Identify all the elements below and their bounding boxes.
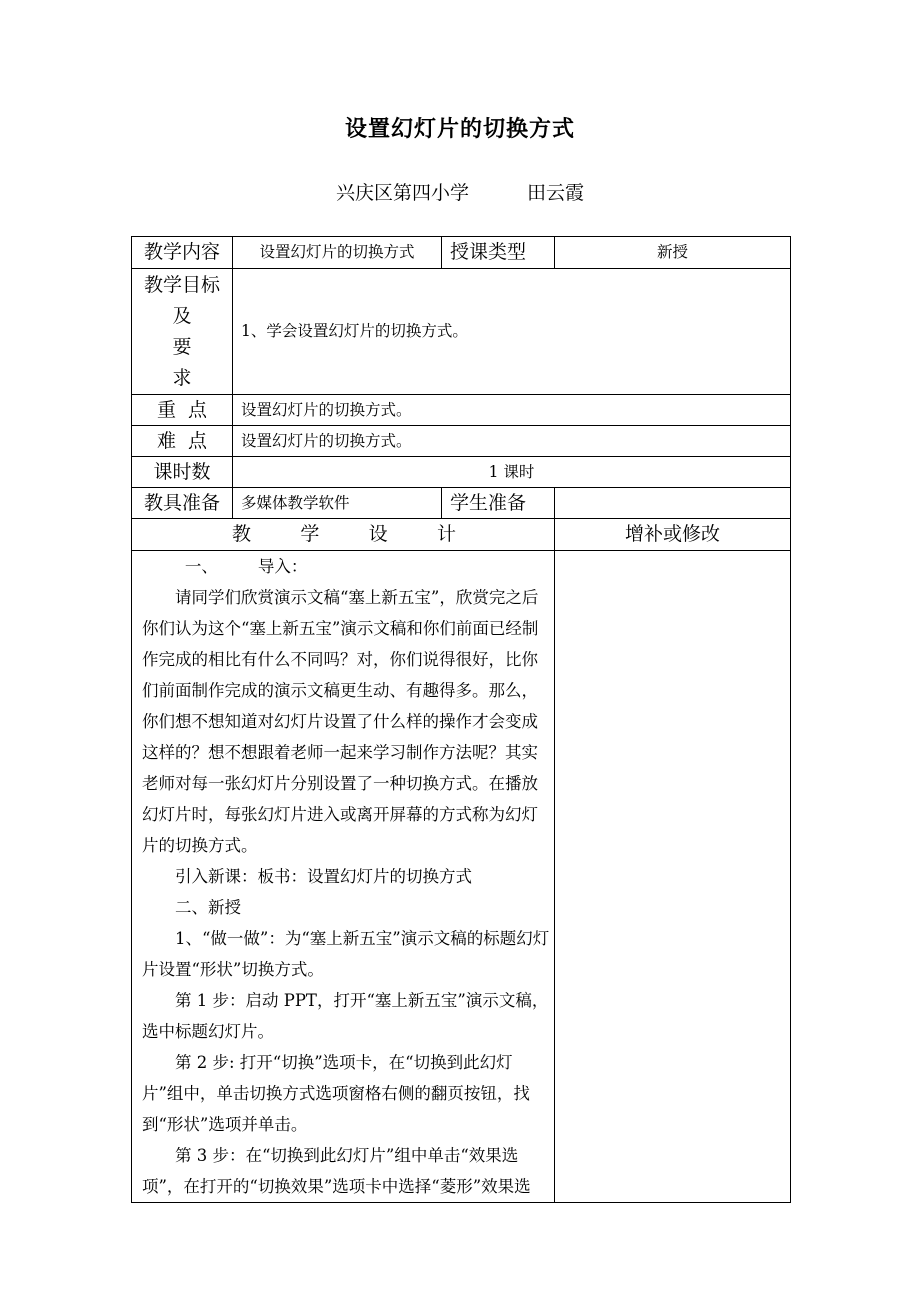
key-point-value: 设置幻灯片的切换方式。 bbox=[233, 395, 791, 426]
step-1: 第 1 步：启动 PPT，打开“塞上新五宝”演示文稿，选中标题幻灯片。 bbox=[142, 991, 549, 1041]
row-hours bbox=[132, 457, 791, 488]
teacher-name: 田云霞 bbox=[527, 182, 585, 204]
hours-label: 课时数 bbox=[132, 457, 233, 488]
tools-value: 多媒体教学软件 bbox=[233, 488, 442, 519]
row-design-header bbox=[132, 519, 791, 551]
student-prep-label: 学生准备 bbox=[442, 488, 555, 519]
goal-label-line: 求 bbox=[172, 366, 192, 389]
design-header-char: 教 bbox=[232, 523, 252, 546]
goal-label bbox=[132, 269, 233, 395]
design-header-char: 设 bbox=[368, 523, 388, 546]
section1-title: 导入： bbox=[257, 557, 308, 576]
goal-label-line: 要 bbox=[172, 335, 192, 358]
student-prep-value bbox=[555, 488, 791, 519]
lesson-plan-table bbox=[131, 236, 791, 1203]
section-heading-intro bbox=[142, 551, 550, 582]
design-header-char: 计 bbox=[436, 523, 456, 546]
design-header bbox=[132, 519, 555, 551]
notes-header: 增补或修改 bbox=[555, 519, 791, 551]
key-point-label: 重 点 bbox=[132, 395, 233, 426]
intro-paragraph: 请同学们欣赏演示文稿“塞上新五宝”，欣赏完之后你们认为这个“塞上新五宝”演示文稿和你们前面已经制作完成的相比有什么不同吗？对，你们说得很好，比你们前面制作完成的演示文稿更生动、有趣得多。那么，你们想不想知道对幻灯片设置了什么样的操作才会变成这样的？想不想跟着老师一起来学习制作方法呢？其实老师对每一张幻灯片分别设置了一种切换方式。在播放幻灯片时，每张幻灯片进入或离开屏幕的方式称为幻灯片的切换方式。 bbox=[142, 588, 539, 855]
goal-label-line: 教学目标 bbox=[143, 273, 220, 296]
notes-cell bbox=[555, 551, 791, 1203]
row-content bbox=[132, 237, 791, 269]
step-3: 第 3 步：在“切换到此幻灯片”组中单击“效果选项”，在打开的“切换效果”选项卡中选择“菱形”效果选 bbox=[142, 1146, 531, 1196]
task-1: 1、“做一做”：为“塞上新五宝”演示文稿的标题幻灯片设置“形状”切换方式。 bbox=[142, 929, 550, 979]
row-goals bbox=[132, 269, 791, 395]
section1-number: 一、 bbox=[184, 557, 218, 576]
school-name: 兴庆区第四小学 bbox=[335, 182, 469, 204]
goal-label-line: 及 bbox=[172, 304, 192, 327]
hours-value: 1 课时 bbox=[233, 457, 791, 488]
content-value: 设置幻灯片的切换方式 bbox=[233, 237, 442, 269]
content-label: 教学内容 bbox=[132, 237, 233, 269]
difficulty-label: 难 点 bbox=[132, 426, 233, 457]
goal-value: 1、学会设置幻灯片的切换方式。 bbox=[233, 269, 791, 395]
step-2: 第 2 步: 打开“切换”选项卡，在“切换到此幻灯片”组中，单击切换方式选项窗格右侧的翻页按钮，找到“形状”选项并单击。 bbox=[142, 1053, 530, 1134]
type-label: 授课类型 bbox=[442, 237, 555, 269]
section-heading-new: 二、新授 bbox=[175, 898, 241, 917]
row-difficulty bbox=[132, 426, 791, 457]
design-content bbox=[132, 551, 555, 1203]
new-lesson-line: 引入新课：板书：设置幻灯片的切换方式 bbox=[175, 867, 472, 886]
row-tools bbox=[132, 488, 791, 519]
design-header-char: 学 bbox=[300, 523, 320, 546]
type-value: 新授 bbox=[555, 237, 791, 269]
row-design-body bbox=[132, 551, 791, 1203]
difficulty-value: 设置幻灯片的切换方式。 bbox=[233, 426, 791, 457]
row-key-point bbox=[132, 395, 791, 426]
author-line bbox=[0, 178, 920, 205]
document-title: 设置幻灯片的切换方式 bbox=[344, 116, 575, 142]
tools-label: 教具准备 bbox=[132, 488, 233, 519]
